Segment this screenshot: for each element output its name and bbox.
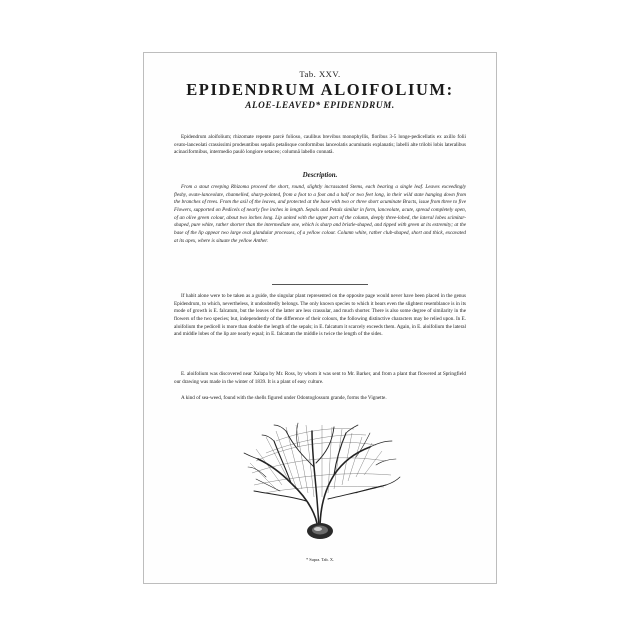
discovery-paragraph: E. aloifolium was discovered near Xalapa by Mr. Ross, by whom it was sent to Mr. Barker, and from a plant that flowered at Springfield our drawing was made in the winter of 1839. It is a plant of easy culture. (174, 371, 466, 385)
plate-number: Tab. XXV. (299, 69, 341, 79)
description-heading: Description. (302, 172, 338, 179)
sea-fan-base-rock (307, 523, 333, 539)
printed-plate-page (143, 52, 497, 584)
section-divider (272, 284, 368, 285)
description-paragraph: From a stout creeping Rhizoma proceed the short, round, slightly incrassated Stems, each bearing a single leaf. Leaves exceedingly fleshy, ovate-lanceolate, channelled, sharp-pointed, from a foot to a foot and a half or two feet long, in their wild state hanging down from the branches of trees. From the axil of the leaves, and protected at the base with two or three short acuminate Bracts, issue from three to five Flowers, supported on Pedicels of nearly five inches in length. Sepals and Petals similar in form, lanceolate, acute, spread completely open, of an olive green colour, about two inches long. Lip united with the upper part of the column, deeply three-lobed, the lateral lobes scimitar-shaped, pure white, rather shorter than the intermediate one, which is sharp and bristle-shaped, and tipped with green at its extremity; at the base of the lip appear two large oval glandular processes, of a yellow colour. Column white, rather club-shaped, short and thick, excavated at its apex, where is situate the yellow Anther. (174, 184, 466, 244)
sea-fan-vignette-illustration (236, 417, 406, 547)
plate-subtitle: ALOE-LEAVED* EPIDENDRUM. (245, 100, 395, 110)
sea-fan-mesh (250, 425, 391, 497)
latin-diagnosis: Epidendrum aloifolium; rhizomate repente parcè folioso, caulibus brevibus monophyllis, floribus 3-5 longe-pedicellatis ex axillo folii ovato-lanceolati crassissimi prodeuntibus sepalis petalisque conformibus lanceolatis acuminatis explanatis; labelli alte trilobi lobis lateralibus acinaciformibus, intermedio paulò longiore setaceo; columnâ labello connatâ. (174, 134, 466, 156)
vignette-paragraph: A kind of sea-weed, found with the shells figured under Odontoglossum grande, forms the Vignette. (181, 395, 387, 401)
plate-title: EPIDENDRUM ALOIFOLIUM: (186, 80, 454, 99)
footnote: * Supra. Tab. X. (305, 557, 335, 562)
habit-paragraph: If habit alone were to be taken as a guide, the singular plant represented on the opposite page would never have been placed in the genus Epidendrum, to which, nevertheless, it undoubtedly belongs. The only known species to which it bears even the slightest resemblance is in its mode of growth is E. falcatum, but the leaves of the latter are less crassular, and much shorter. There is also some degree of similarity in the flowers of the two species; but, independently of the difference of their colours, the following distinctive characters may be relied upon. In E. aloifolium the pedicell is more than double the length of the sepals; in E. falcatum it scarcely exceeds them. Again, in E. aloifolium the lateral and middle lobes of the lip are nearly equal; in E. falcatum the middle is twice the length of the sides. (174, 293, 466, 338)
